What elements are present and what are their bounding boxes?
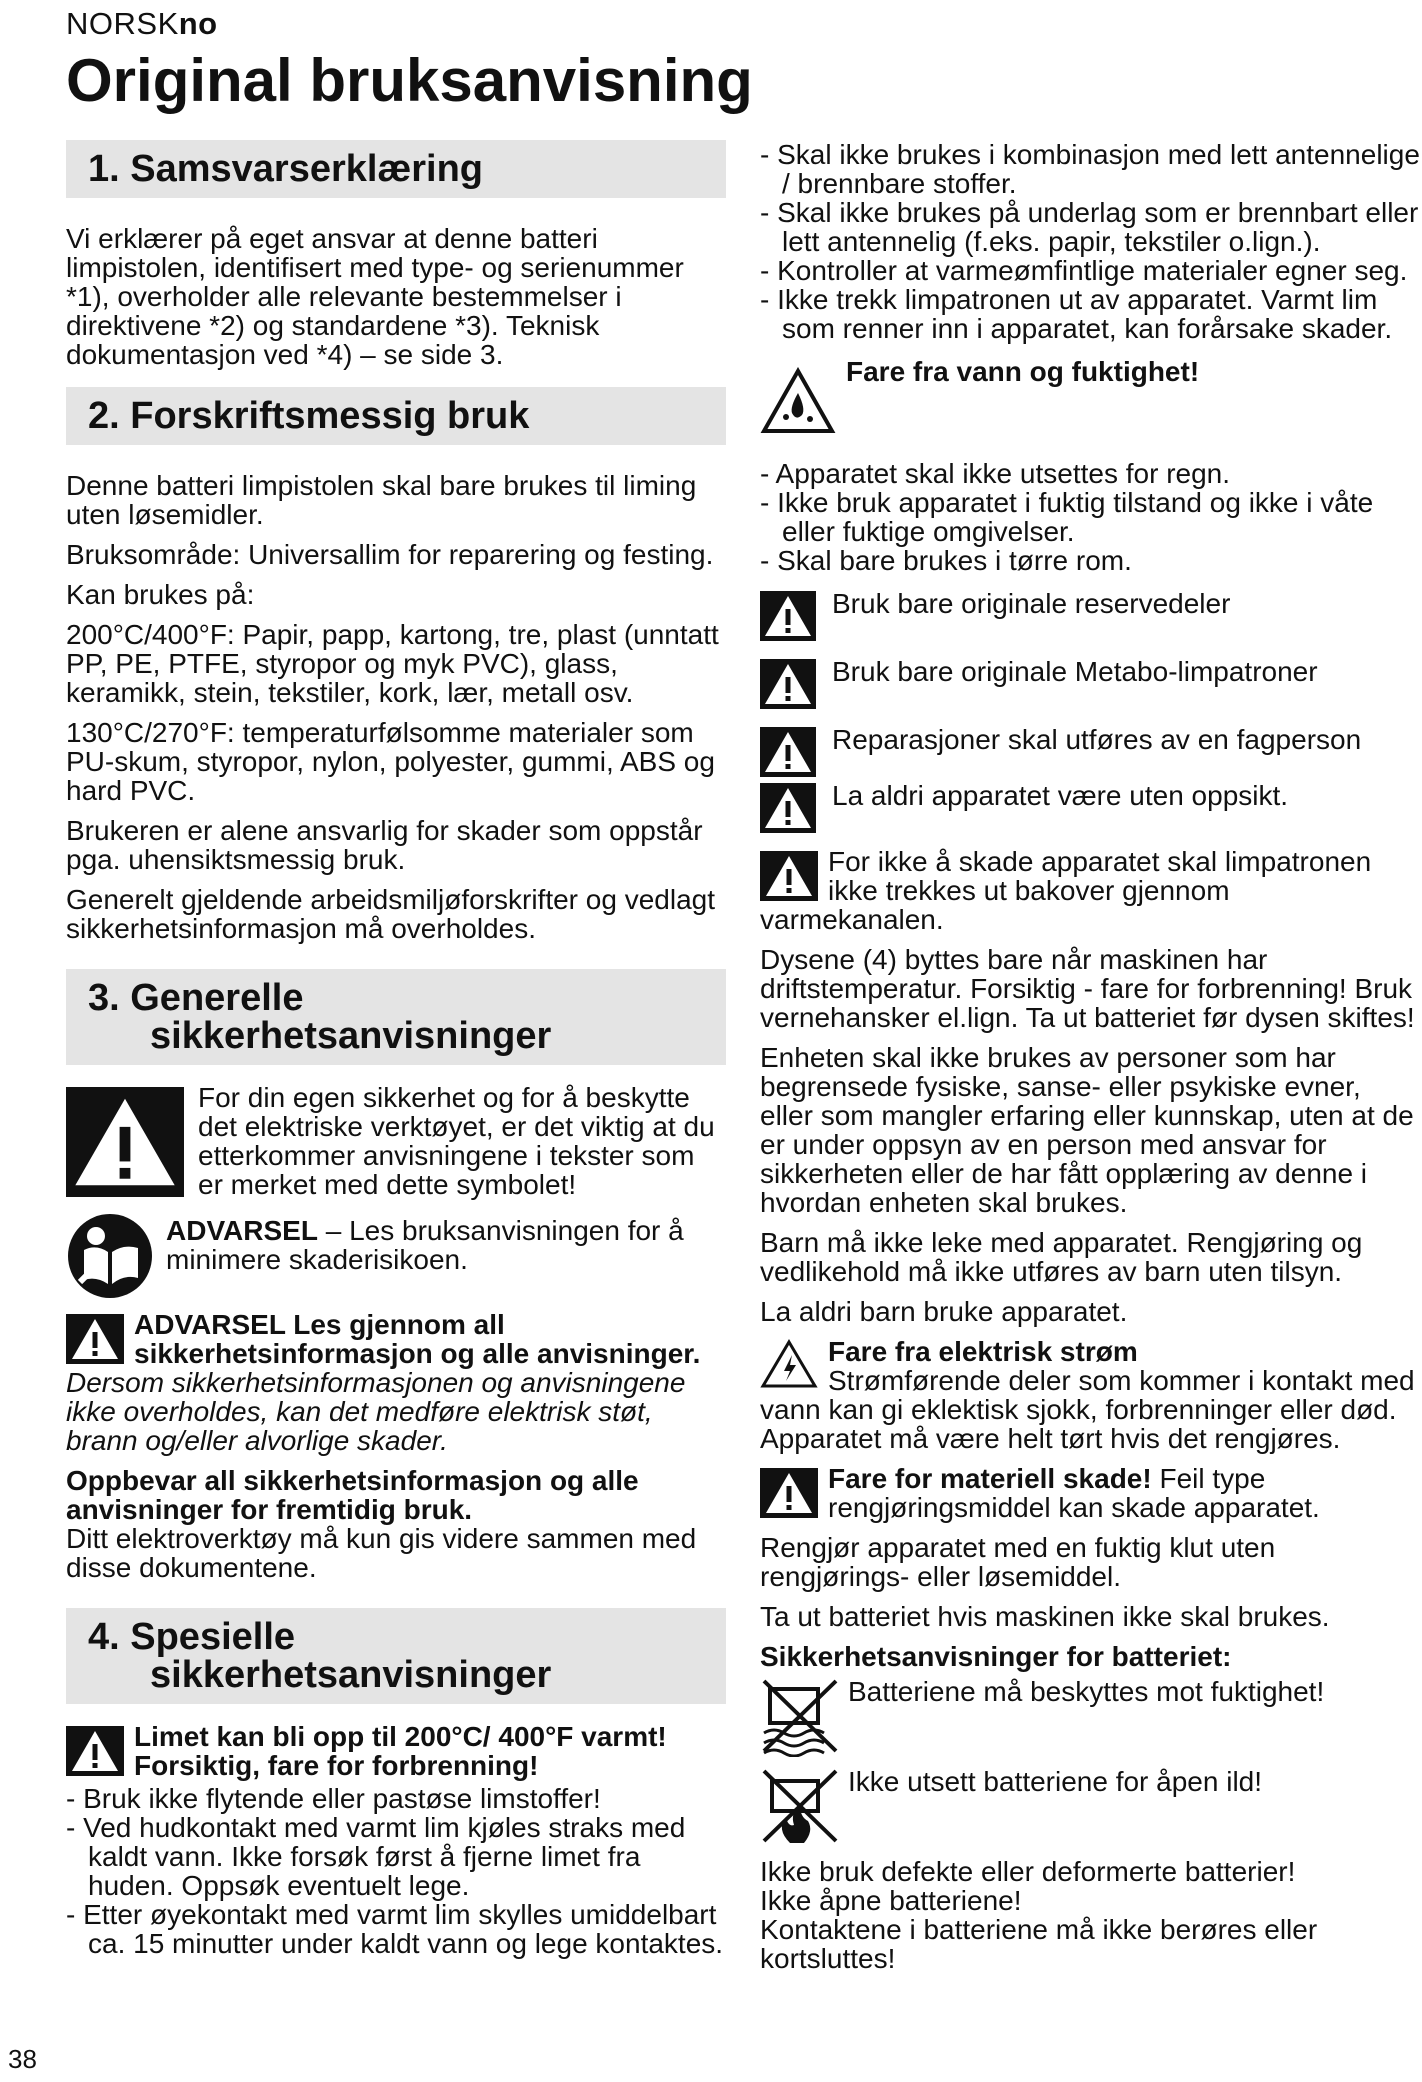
usage-text-6: Brukeren er alene ansvarlig for skader som oppstår pga. uhensiktsmessig bruk. [66,815,703,875]
water-warning-icon [760,367,836,435]
list-item: - Etter øyekontakt med varmt lim skylles umiddelbart ca. 15 minutter under kaldt vann og lege kontaktes. [66,1899,724,1959]
declaration-text: Vi erklærer på eget ansvar at denne batteri limpistolen, identifisert med type- og serienummer *1), overholder alle relevante bestemmelser i direktivene *2) og standardene *3). Teknisk dokumentasjon ved *4) – se side 3. [66,223,684,370]
page-number: 38 [8,2044,37,2074]
list-item: - Ikke trekk limpatronen ut av apparatet. Varmt lim som renner inn i apparatet, kan forårsake skader. [760,284,1393,344]
clean-text: Rengjør apparatet med en fuktig klut uten rengjørings- eller løsemiddel. [760,1532,1276,1592]
usage-restrictions-list [760,140,1420,343]
no-water-icon [760,1677,842,1757]
large-warning-icon [66,1087,184,1197]
usage-text-3: Kan brukes på: [66,579,255,610]
section-heading-4: 4. Spesielle sikkerhetsanvisninger [66,1608,726,1704]
warning-read-manual: ADVARSEL – Les bruksanvisningen for å minimere skaderisikoen. [166,1215,684,1275]
section-heading-2: 2. Forskriftsmessig bruk [66,387,726,445]
warning-icon [760,591,816,641]
cartridge-warning: For ikke å skade apparatet skal limpatronen ikke trekkes ut bakover gjennom varmekanalen. [760,846,1372,935]
children-text: Barn må ikke leke med apparatet. Rengjøring og vedlikehold må ikke utføres av barn uten tilsyn. [760,1227,1363,1287]
list-item: - Apparatet skal ikke utsettes for regn. [760,458,1231,489]
safety-symbol-text: For din egen sikkerhet og for å beskytte det elektriske verktøyet, er det viktig at du etterkommer anvisningene i tekster som er merket med dette symbolet! [198,1082,715,1200]
section-heading-1: 1. Samsvarserklæring [66,140,726,198]
language-label: NORSKno [66,6,218,41]
warning-icon [760,727,816,777]
warning-icon [66,1726,124,1776]
list-item: - Skal bare brukes i tørre rom. [760,545,1132,576]
left-column [66,140,726,1968]
special-safety-list [66,1784,726,1958]
list-item: - Skal ikke brukes i kombinasjon med lett antennelige / brennbare stoffer. [760,139,1420,199]
battery-out-text: Ta ut batteriet hvis maskinen ikke skal brukes. [760,1601,1330,1632]
never-children-text: La aldri barn bruke apparatet. [760,1296,1128,1327]
warning-icon [760,851,818,901]
read-manual-icon [66,1212,154,1300]
read-all-instructions: ADVARSEL Les gjennom all sikkerhetsinformasjon og alle anvisninger. Dersom sikkerhetsinformasjonen og anvisningene ikke overholdes, kan det medføre elektrisk støt, brann og/eller alvorlige skader. [66,1309,701,1456]
nozzle-text: Dysene (4) byttes bare når maskinen har driftstemperatur. Forsiktig - fare for forbrenning! Bruk vernehansker el.lign. Ta ut batteriet før dysen skiftes! [760,944,1415,1033]
list-item: - Kontroller at varmeømfintlige materialer egner seg. [760,255,1408,286]
right-column [760,140,1420,1973]
usage-text-1: Denne batteri limpistolen skal bare brukes til liming uten løsemidler. [66,470,697,530]
battery-heading: Sikkerhetsanvisninger for batteriet: [760,1641,1232,1672]
electric-warning-icon [760,1339,818,1389]
usage-text-5: 130°C/270°F: temperaturfølsomme materialer som PU-skum, styropor, nylon, polyester, gummi, ABS og hard PVC. [66,717,715,806]
warn-repairs: Reparasjoner skal utføres av en fagperson [760,725,1420,777]
warn-original-parts: Bruk bare originale reservedeler [760,589,1420,641]
warning-icon [760,1468,818,1518]
section-heading-3: 3. Generelle sikkerhetsanvisninger [66,969,726,1065]
list-item: - Bruk ikke flytende eller pastøse limstoffer! [66,1783,601,1814]
battery-moisture: Batteriene må beskyttes mot fuktighet! [760,1677,1420,1757]
warning-icon [760,783,816,833]
list-item: Ikke åpne batteriene! [760,1885,1022,1916]
list-item: - Ikke bruk apparatet i fuktig tilstand og ikke i våte eller fuktige omgivelser. [760,487,1374,547]
warning-icon [66,1314,124,1364]
list-item: Ikke bruk defekte eller deformerte batterier! [760,1856,1296,1887]
material-damage: Fare for materiell skade! Feil type rengjøringsmiddel kan skade apparatet. [760,1464,1420,1522]
battery-rules [760,1857,1420,1973]
usage-text-7: Generelt gjeldende arbeidsmiljøforskrifter og vedlagt sikkerhetsinformasjon må overholdes. [66,884,715,944]
warning-icon [760,659,816,709]
persons-text: Enheten skal ikke brukes av personer som har begrensede fysiske, sanse- eller psykiske evner, eller som mangler erfaring eller kunnskap, uten at de er under oppsyn av en person med ansvar for sikkerheten eller de har fått opplæring av denne i hvordan enheten skal brukes. [760,1042,1414,1218]
keep-instructions: Oppbevar all sikkerhetsinformasjon og alle anvisninger for fremtidig bruk. Ditt elektroverktøy må kun gis videre sammen med disse dokumentene. [66,1465,697,1583]
electric-hazard: Fare fra elektrisk strøm Strømførende deler som kommer i kontakt med vann kan gi eklektisk sjokk, forbrenninger eller død. Apparatet må være helt tørt hvis det rengjøres. [760,1336,1415,1454]
page-title: Original bruksanvisning [66,47,753,114]
list-item: Kontaktene i batteriene må ikke berøres eller kortsluttes! [760,1914,1318,1974]
water-list [760,459,1420,575]
usage-text-2: Bruksområde: Universallim for reparering og festing. [66,539,714,570]
water-hazard: Fare fra vann og fuktighet! [760,357,1420,435]
hot-glue-warning: Limet kan bli opp til 200°C/ 400°F varmt! Forsiktig, fare for forbrenning! [66,1722,726,1780]
warn-unattended: La aldri apparatet være uten oppsikt. [760,781,1420,833]
list-item: - Skal ikke brukes på underlag som er brennbart eller lett antennelig (f.eks. papir, tekstiler o.lign.). [760,197,1419,257]
list-item: - Ved hudkontakt med varmt lim kjøles straks med kaldt vann. Ikke forsøk først å fjerne limet fra huden. Oppsøk eventuelt lege. [66,1812,686,1901]
no-fire-icon [760,1767,842,1847]
usage-text-4: 200°C/400°F: Papir, papp, kartong, tre, plast (unntatt PP, PE, PTFE, styropor og myk PVC), glass, keramikk, stein, tekstiler, kork, lær, metall osv. [66,619,719,708]
battery-fire: Ikke utsett batteriene for åpen ild! [760,1767,1420,1847]
warn-original-cartridges: Bruk bare originale Metabo-limpatroner [760,657,1420,709]
